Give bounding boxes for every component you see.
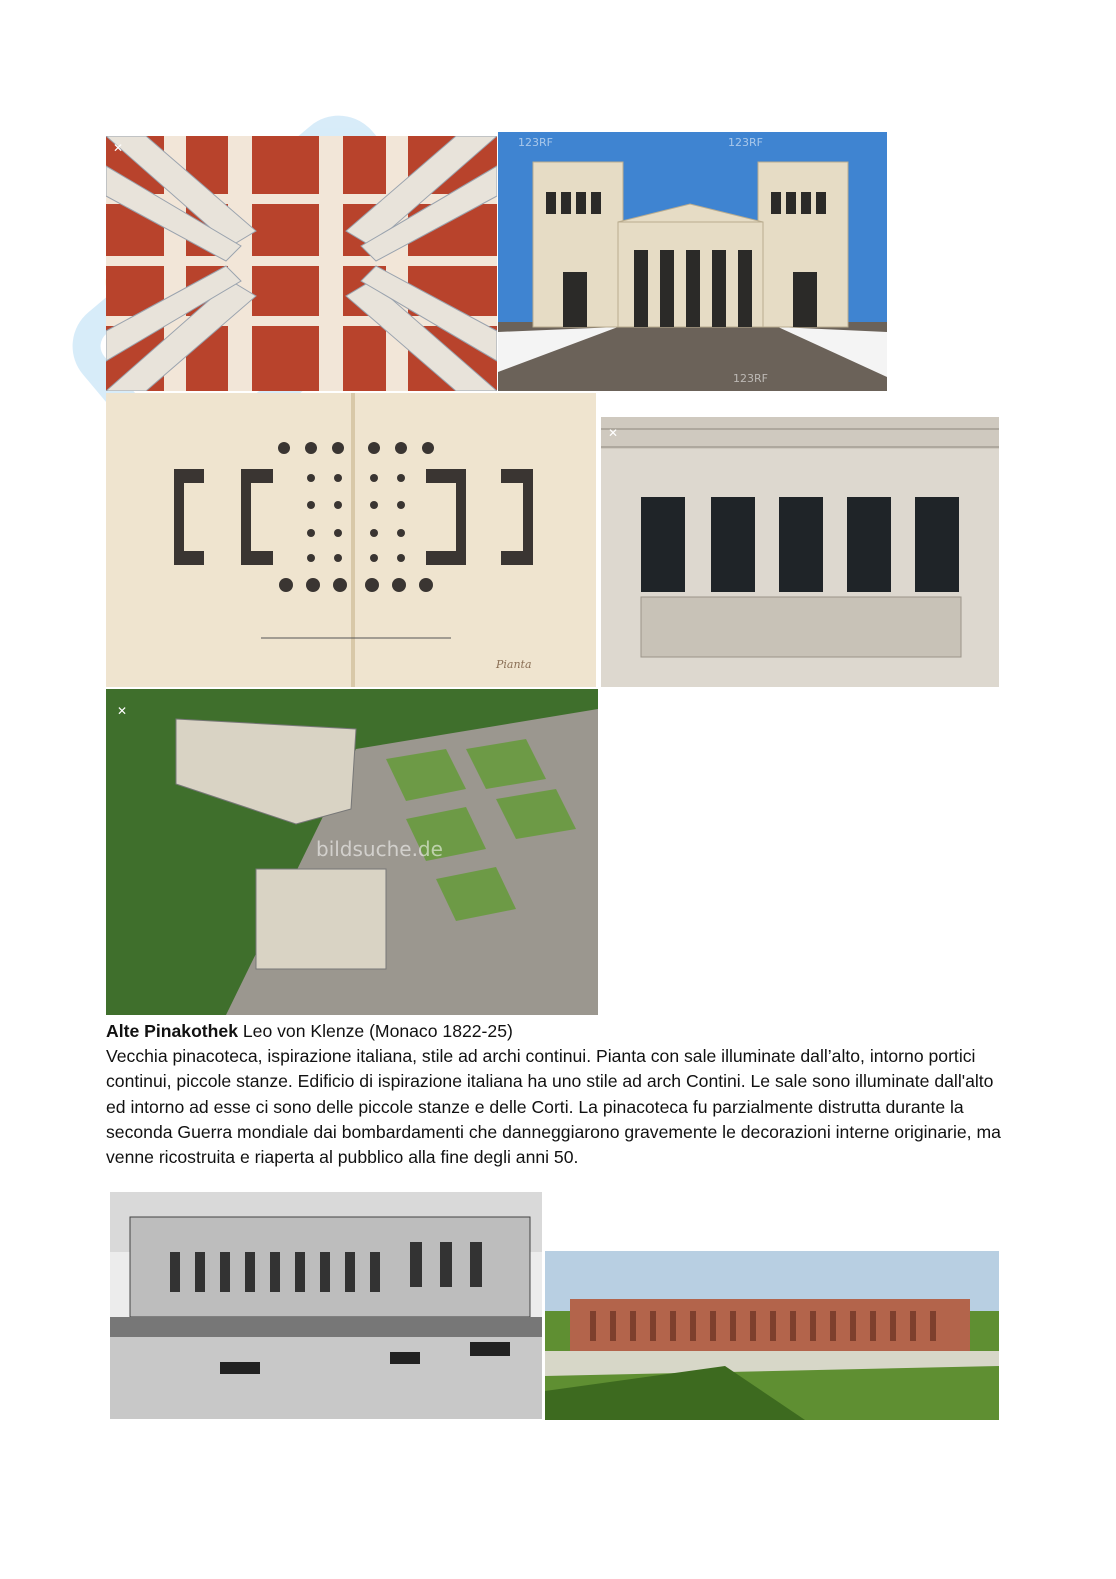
caption-title [106,1019,1006,1044]
photo-frieze-detail [601,417,999,687]
photo-propylaea [498,132,887,391]
close-icon[interactable]: ✕ [607,426,619,440]
aerial-watermark: bildsuche.de [316,837,443,861]
photo-alte-pinakothek-today [545,1251,999,1420]
caption-title-rest: Leo von Klenze (Monaco 1822-25) [238,1021,513,1041]
close-icon[interactable]: ✕ [116,704,128,718]
stock-watermark: 123RF [728,136,763,149]
stock-watermark: 123RF [518,136,553,149]
engraving-alte-pinakothek [110,1192,542,1419]
stock-watermark: 123RF [733,372,768,385]
photo-aerial-view [106,689,598,1015]
drawing-floor-plan [106,393,596,687]
caption-paragraph: Vecchia pinacoteca, ispirazione italiana, stile ad archi continui. Pianta con sale illuminate dall’alto, intorno portici continui, piccole stanze. Edificio di ispirazione italiana ha uno stile ad arch Contini. Le sale sono illuminate dall'alto ed intorno ad esse ci sono delle piccole stanze e delle Corti. La pinacoteca fu parzialmente distrutta durante la seconda Guerra mondiale dai bombardamenti che danneggiarono gravemente le decorazioni interne originarie, ma venne ricostruita e riaperta al pubblico alla fine degli anni 50. [106,1046,1001,1168]
plan-signature: Pianta [496,658,532,671]
caption-title-bold: Alte Pinakothek [106,1021,238,1041]
photo-ceiling-columns [106,136,497,391]
close-icon[interactable]: ✕ [112,141,124,155]
caption-block [106,1019,1006,1170]
